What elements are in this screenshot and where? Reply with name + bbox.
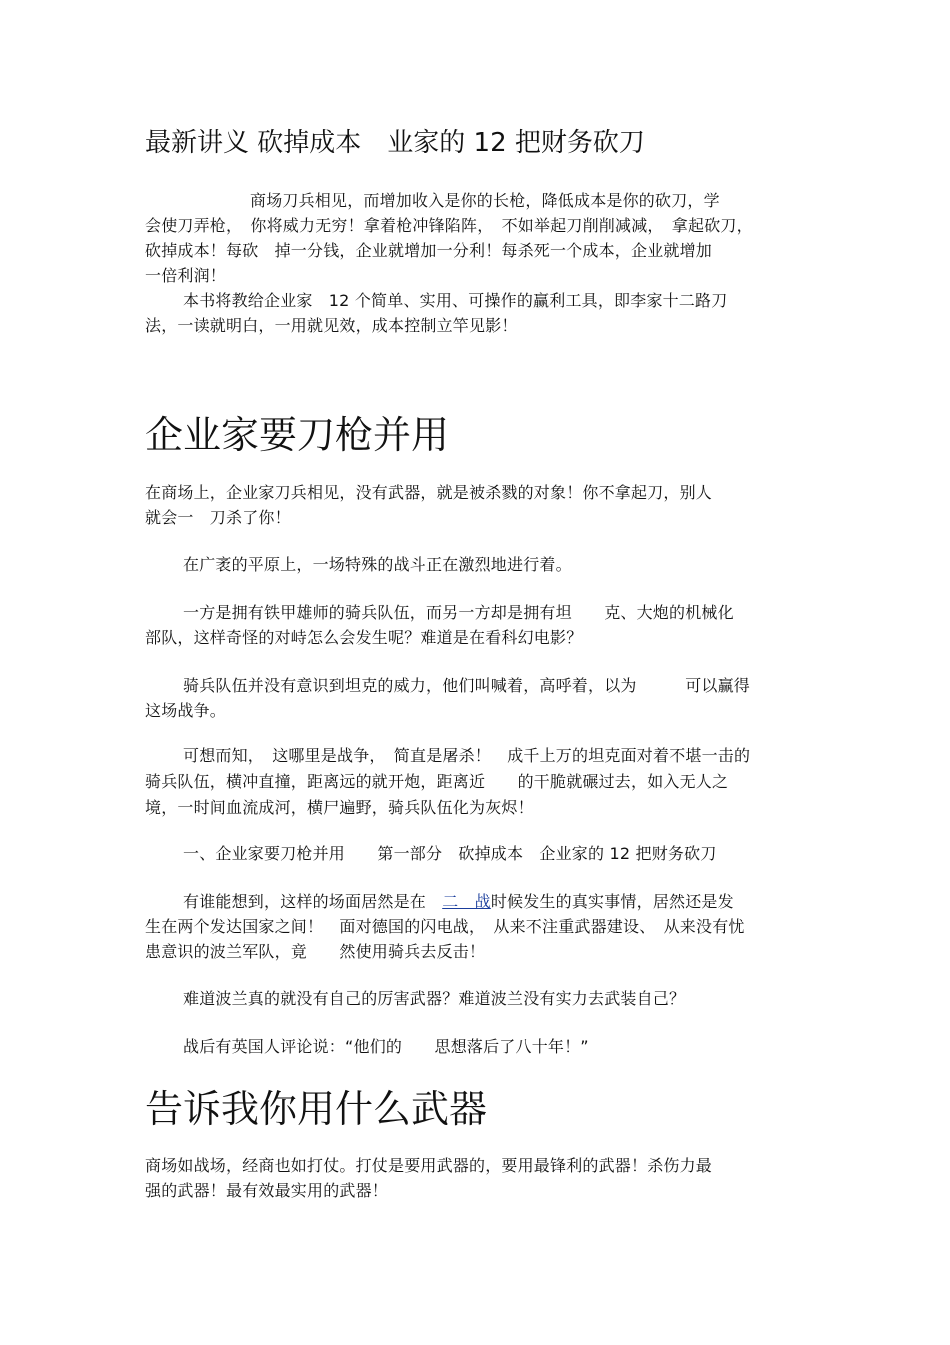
text-line: 法，一读就明白，一用就见效，成本控制立竿见影！ xyxy=(145,316,518,335)
text-line: 可想而知， 这哪里是战争， 简直是屠杀！ 成千上万的坦克面对着不堪一击的 xyxy=(183,746,751,765)
text-line: 在广袤的平原上，一场特殊的战斗正在激烈地进行着。 xyxy=(183,555,572,574)
text-line: 就会一 刀杀了你！ xyxy=(145,508,291,527)
text-run: 有谁能想到，这样的场面居然是在 xyxy=(183,892,443,911)
text-line: 患意识的波兰军队，竟 然使用骑兵去反击！ xyxy=(145,942,486,961)
text-line: 境，一时间血流成河，横尸遍野，骑兵队伍化为灰烬！ xyxy=(145,798,534,817)
text-line: 强的武器！最有效最实用的武器！ xyxy=(145,1181,389,1200)
text-line: 商场刀兵相见，而增加收入是你的长枪，降低成本是你的砍刀，学 xyxy=(250,191,720,210)
text-line: 在商场上，企业家刀兵相见，没有武器，就是被杀戮的对象！你不拿起刀，别人 xyxy=(145,483,713,502)
section-heading: 企业家要刀枪并用 xyxy=(145,413,450,457)
text-line: 商场如战场，经商也如打仗。打仗是要用武器的，要用最锋利的武器！杀伤力最 xyxy=(145,1156,713,1175)
text-line: 本书将教给企业家 12 个简单、实用、可操作的赢利工具，即李家十二路刀 xyxy=(183,291,728,310)
text-line: 难道波兰真的就没有自己的厉害武器？难道波兰没有实力去武装自己？ xyxy=(183,989,686,1008)
text-line: 这场战争。 xyxy=(145,701,227,720)
text-line: 骑兵队伍并没有意识到坦克的威力，他们叫喊着，高呼着，以为 可以赢得 xyxy=(183,676,751,695)
wwii-link[interactable]: 二 战 xyxy=(442,892,491,911)
text-line: 生在两个发达国家之间！ 面对德国的闪电战， 从来不注重武器建设、 从来没有忧 xyxy=(145,917,745,936)
text-line: 一倍利润！ xyxy=(145,266,227,285)
text-line: 战后有英国人评论说：“他们的 思想落后了八十年！” xyxy=(183,1037,589,1056)
text-run: 时候发生的真实事情，居然还是发 xyxy=(490,892,734,911)
text-line: 骑兵队伍，横冲直撞，距离远的就开炮，距离近 的干脆就碾过去，如入无人之 xyxy=(145,772,729,791)
text-line xyxy=(183,891,734,913)
text-line: 一、企业家要刀枪并用 第一部分 砍掉成本 企业家的 12 把财务砍刀 xyxy=(183,844,717,863)
page-title: 最新讲义 砍掉成本 业家的 12 把财务砍刀 xyxy=(145,128,645,158)
text-line: 部队，这样奇怪的对峙怎么会发生呢？难道是在看科幻电影？ xyxy=(145,628,583,647)
text-line: 一方是拥有铁甲雄师的骑兵队伍，而另一方却是拥有坦 克、大炮的机械化 xyxy=(183,603,734,622)
section-heading: 告诉我你用什么武器 xyxy=(145,1087,488,1131)
text-line: 砍掉成本！每砍 掉一分钱，企业就增加一分利！每杀死一个成本，企业就增加 xyxy=(145,241,713,260)
text-line: 会使刀弄枪， 你将威力无穷！拿着枪冲锋陷阵， 不如举起刀削削减减， 拿起砍刀， xyxy=(145,216,753,235)
